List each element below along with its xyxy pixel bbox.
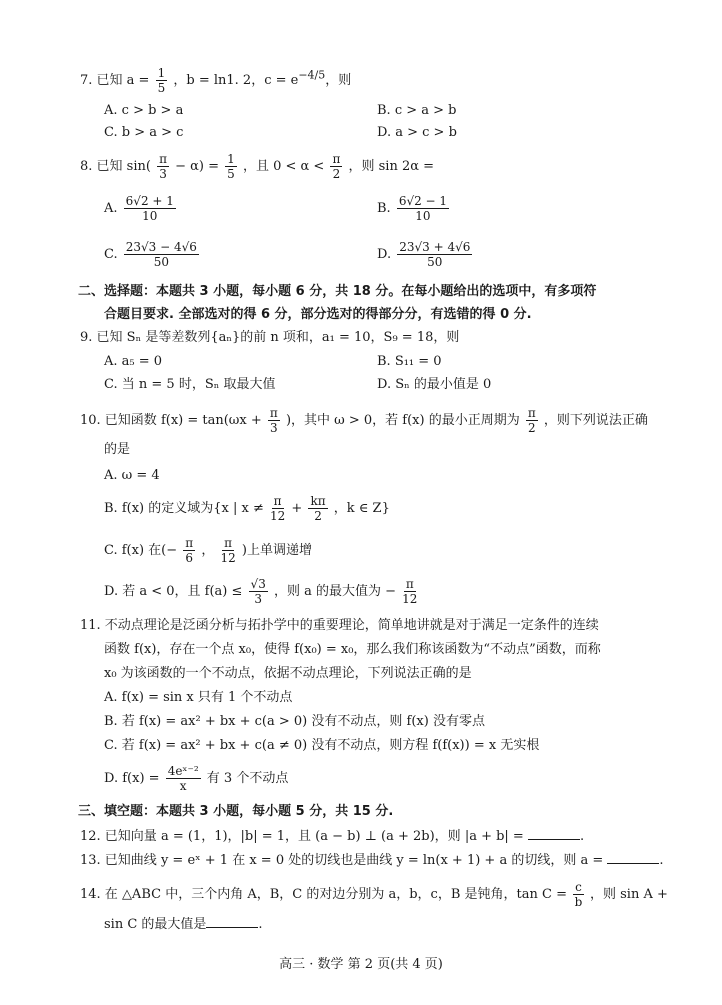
- q11-option-c: C. 若 f(x) = ax² + bx + c(a ≠ 0) 没有不动点，则方程 f(f(x)) = x 无实根: [104, 738, 540, 753]
- q12: 12. 已知向量 a = (1，1)，|b| = 1，且 (a − b) ⊥ (a + 2b)，则 |a + b| = .: [80, 829, 585, 844]
- q11-stem-line3: x₀ 为该函数的一个不动点，依据不动点理论，下列说法正确的是: [104, 666, 472, 681]
- section-2-note: 合题目要求. 全部选对的得 6 分，部分选对的得部分分，有选错的得 0 分.: [104, 307, 532, 322]
- q7-option-b: B. c > a > b: [377, 103, 457, 118]
- q11-option-b: B. 若 f(x) = ax² + bx + c(a > 0) 没有不动点，则 f(x) 没有零点: [104, 714, 485, 729]
- section-2-title: 二、选择题：本题共 3 小题，每小题 6 分，共 18 分。在每小题给出的选项中，有多项符: [78, 284, 597, 299]
- answer-blank[interactable]: [528, 829, 580, 840]
- q10-stem-cont: 的是: [104, 442, 131, 457]
- q7-option-a: A. c > b > a: [104, 103, 184, 118]
- q7-option-d: D. a > c > b: [377, 125, 457, 140]
- q9-option-a: A. a₅ = 0: [104, 354, 163, 369]
- q10-option-c: C. f(x) 在(− $\frac{\pi}{6}$ ， $\frac{\pi}{12}$ )上单调递增: [104, 536, 312, 565]
- page-footer: 高三 · 数学 第 2 页(共 4 页): [279, 957, 443, 972]
- q10-stem: 10. 已知函数 f(x) = tan(ωx + $\frac{\pi}{3}$ )，其中 ω > 0，若 f(x) 的最小正周期为 $\frac{\pi}{2}$ ，则下列说法正确: [80, 406, 648, 435]
- q9-stem: 9. 已知 Sₙ 是等差数列{aₙ}的前 n 项和，a₁ = 10，S₉ = 18，则: [80, 330, 460, 345]
- q11-stem-line2: 函数 f(x)，存在一个点 x₀，使得 f(x₀) = x₀，那么我们称该函数为“不动点”函数，而称: [104, 642, 601, 657]
- q10-option-b: B. f(x) 的定义域为{x | x ≠ $\frac{\pi}{12}$ + $\frac{k\pi}{2}$ ，k ∈ Z}: [104, 494, 390, 523]
- q8-stem: 8. 已知 sin( $\frac{\pi}{3}$ − α) = $\frac{1}{5}$ ，且 0 < α < $\frac{\pi}{2}$ ，则 sin 2α =: [80, 152, 435, 181]
- answer-blank[interactable]: [206, 917, 258, 928]
- q9-option-d: D. Sₙ 的最小值是 0: [377, 377, 492, 392]
- q9-option-c: C. 当 n = 5 时，Sₙ 取最大值: [104, 377, 276, 392]
- q11-option-d: D. f(x) = $\frac{\text{4eˣ⁻²}}{x}$ 有 3 个不动点: [104, 764, 289, 793]
- fraction: $\frac{1}{5}$: [157, 66, 166, 95]
- q10-option-d: D. 若 a < 0，且 f(a) ≤ $\frac{√3}{3}$ ，则 a 的最大值为 − $\frac{\pi}{12}$: [104, 577, 418, 606]
- q11-stem-line1: 11. 不动点理论是泛函分析与拓扑学中的重要理论，简单地讲就是对于满足一定条件的连续: [80, 618, 599, 633]
- q10-option-a: A. ω = 4: [104, 468, 160, 483]
- q14-line1: 14. 在 △ABC 中，三个内角 A，B，C 的对边分别为 a，b，c，B 是钝角，tan C = $\frac{c}{b}$ ，则 sin A +: [80, 880, 668, 909]
- q7-option-c: C. b > a > c: [104, 125, 184, 140]
- q9-option-b: B. S₁₁ = 0: [377, 354, 442, 369]
- section-3-title: 三、填空题：本题共 3 小题，每小题 5 分，共 15 分.: [78, 804, 394, 819]
- q8-option-d: D. $\frac{23√3 + 4√6}{50}$: [377, 240, 471, 269]
- q8-option-c: C. $\frac{23√3 - 4√6}{50}$: [104, 240, 197, 269]
- q14-line2: sin C 的最大值是 .: [104, 917, 263, 932]
- q8-option-a: A. $\frac{6√2 + 1}{10}$: [104, 194, 174, 223]
- q7-stem: 7. 已知 a = $\frac{1}{5}$ ，b = ln1. 2，$c = e^{-4/5}$，则: [80, 66, 352, 95]
- q13: 13. 已知曲线 y = eˣ + 1 在 x = 0 处的切线也是曲线 y = ln(x + 1) + a 的切线，则 a = .: [80, 853, 664, 868]
- q11-option-a: A. f(x) = sin x 只有 1 个不动点: [104, 690, 293, 705]
- q8-option-b: B. $\frac{6√2 - 1}{10}$: [377, 194, 448, 223]
- answer-blank[interactable]: [607, 853, 659, 864]
